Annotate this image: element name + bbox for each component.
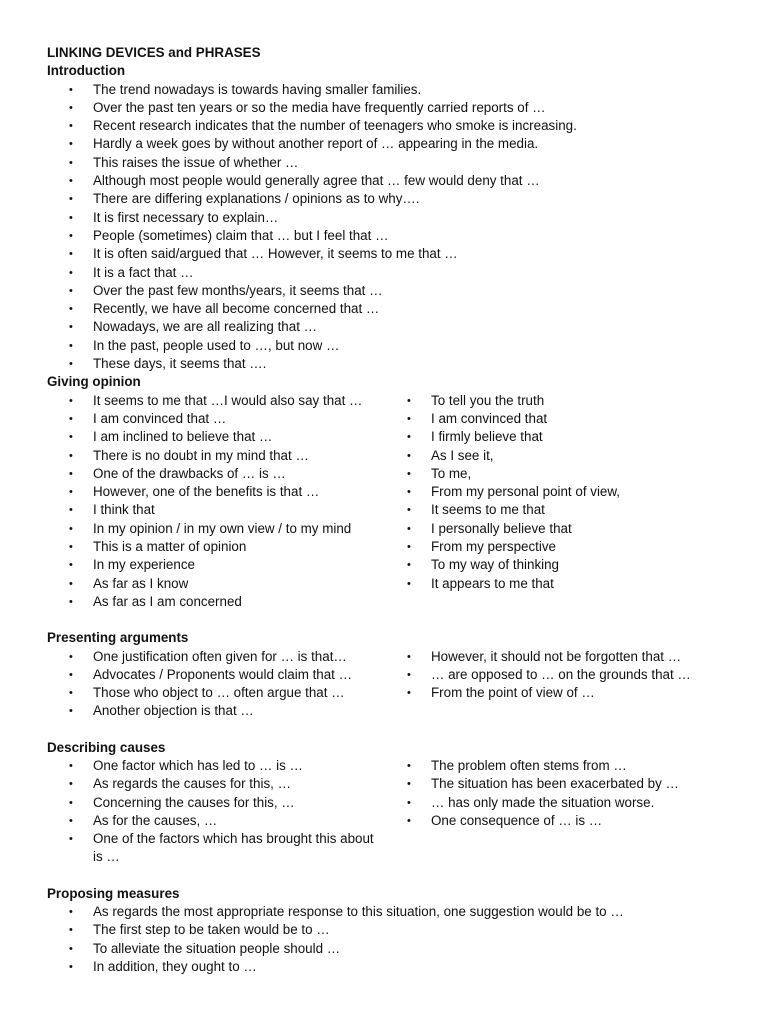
list-item: • I am inclined to believe that …	[47, 428, 385, 446]
list-item: • It is first necessary to explain…	[47, 209, 737, 227]
list-item: • Although most people would generally agree that … few would deny that …	[47, 172, 737, 190]
list-item: • Recent research indicates that the number of teenagers who smoke is increasing.	[47, 117, 737, 135]
list-item: • As regards the most appropriate response to this situation, one suggestion would be to …	[47, 903, 737, 921]
section-heading-presenting-arguments: Presenting arguments	[47, 630, 189, 646]
phrase-list-right	[385, 392, 737, 612]
phrase-list-right	[385, 757, 737, 867]
list-item: • The first step to be taken would be to …	[47, 921, 737, 939]
list-item: • This is a matter of opinion	[47, 538, 385, 556]
list-item: • As regards the causes for this, …	[47, 775, 385, 793]
list-item: • One factor which has led to … is …	[47, 757, 385, 775]
list-item: • One justification often given for … is that…	[47, 648, 385, 666]
list-item: • Advocates / Proponents would claim that …	[47, 666, 385, 684]
section-heading-describing-causes: Describing causes	[47, 739, 166, 755]
section-introduction	[47, 62, 737, 373]
list-item: • One of the factors which has brought this about is …	[47, 830, 375, 867]
list-item: • One of the drawbacks of … is …	[47, 465, 385, 483]
list-item: • People (sometimes) claim that … but I feel that …	[47, 227, 737, 245]
list-item: • From my perspective	[385, 538, 737, 556]
list-item: • Concerning the causes for this, …	[47, 794, 385, 812]
list-item: • To alleviate the situation people should …	[47, 940, 737, 958]
list-item: • There are differing explanations / opinions as to why….	[47, 190, 737, 208]
list-item: • There is no doubt in my mind that …	[47, 447, 385, 465]
list-item: • The problem often stems from …	[385, 757, 737, 775]
section-heading-proposing-measures: Proposing measures	[47, 885, 180, 901]
list-item: • I am convinced that …	[47, 410, 385, 428]
list-item: • To me,	[385, 465, 737, 483]
section-describing-causes	[47, 739, 737, 867]
phrase-list-left	[47, 392, 385, 612]
phrase-list-left	[47, 648, 385, 721]
list-item: • The situation has been exacerbated by …	[385, 775, 737, 793]
list-item: • In my experience	[47, 556, 385, 574]
list-item: • … has only made the situation worse.	[385, 794, 737, 812]
list-item: • In my opinion / in my own view / to my mind	[47, 520, 385, 538]
list-item: • It appears to me that	[385, 575, 737, 593]
list-item: • Hardly a week goes by without another report of … appearing in the media.	[47, 135, 737, 153]
list-item: • … are opposed to … on the grounds that …	[385, 666, 737, 684]
list-item: • As far as I am concerned	[47, 593, 385, 611]
list-item: • To my way of thinking	[385, 556, 737, 574]
list-item: • These days, it seems that ….	[47, 355, 737, 373]
list-item: • It is often said/argued that … However, it seems to me that …	[47, 245, 737, 263]
list-item: • It seems to me that …I would also say that …	[47, 392, 385, 410]
list-item: • As far as I know	[47, 575, 385, 593]
list-item: • In addition, they ought to …	[47, 958, 737, 976]
list-item: • It seems to me that	[385, 501, 737, 519]
list-item: • The trend nowadays is towards having smaller families.	[47, 81, 737, 99]
list-item: • Over the past ten years or so the media have frequently carried reports of …	[47, 99, 737, 117]
list-item: • Nowadays, we are all realizing that …	[47, 318, 737, 336]
list-item: • I think that	[47, 501, 385, 519]
list-item: • This raises the issue of whether …	[47, 154, 737, 172]
list-item: • From the point of view of …	[385, 684, 737, 702]
phrase-list-left	[47, 757, 385, 867]
list-item: • However, one of the benefits is that …	[47, 483, 385, 501]
phrase-list	[47, 81, 737, 374]
section-giving-opinion	[47, 373, 737, 611]
list-item: • One consequence of … is …	[385, 812, 737, 830]
phrase-list	[47, 903, 737, 976]
list-item: • I am convinced that	[385, 410, 737, 428]
section-heading-introduction: Introduction	[47, 63, 126, 79]
list-item: • I firmly believe that	[385, 428, 737, 446]
document-title: LINKING DEVICES and PHRASES	[47, 45, 261, 60]
list-item: • Another objection is that …	[47, 702, 385, 720]
list-item: • Those who object to … often argue that …	[47, 684, 385, 702]
section-proposing-measures	[47, 885, 737, 976]
phrase-list-right	[385, 648, 737, 721]
document	[47, 44, 737, 976]
list-item: • To tell you the truth	[385, 392, 737, 410]
list-item: • Recently, we have all become concerned that …	[47, 300, 737, 318]
list-item: • I personally believe that	[385, 520, 737, 538]
list-item: • It is a fact that …	[47, 264, 737, 282]
list-item: • From my personal point of view,	[385, 483, 737, 501]
list-item: • As for the causes, …	[47, 812, 385, 830]
list-item: • As I see it,	[385, 447, 737, 465]
list-item: • Over the past few months/years, it seems that …	[47, 282, 737, 300]
section-heading-giving-opinion: Giving opinion	[47, 374, 141, 390]
section-presenting-arguments	[47, 629, 737, 720]
list-item: • However, it should not be forgotten that …	[385, 648, 737, 666]
list-item: • In the past, people used to …, but now …	[47, 337, 737, 355]
